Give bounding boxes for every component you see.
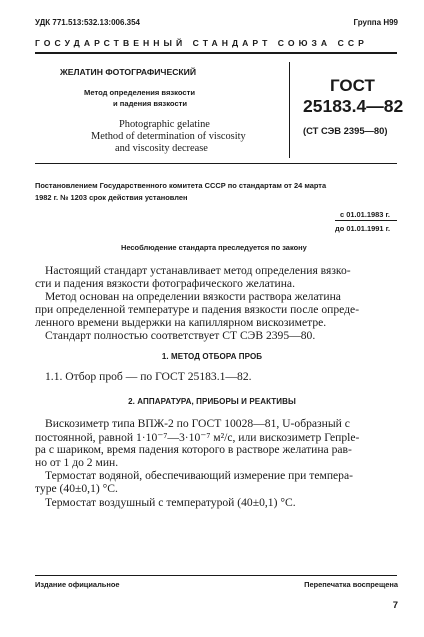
- section2-p3: Термостат воздушный с температурой (40±0,1) °С.: [45, 496, 296, 509]
- section2-p1-l1: Вискозиметр типа ВПЖ-2 по ГОСТ 10028—81, U-образный с: [45, 417, 350, 430]
- method-ru-line1: Метод определения вязкости: [84, 88, 196, 97]
- section2-p1-l3: ра с шариком, время падения которого в растворе желатина рав-: [35, 443, 352, 456]
- title-rule: [35, 163, 397, 164]
- gost-label: ГОСТ: [330, 76, 375, 95]
- udk-code: УДК 771.513:532.13:006.354: [35, 18, 141, 27]
- intro-p1-l1: Настоящий стандарт устанавливает метод определения вязко-: [45, 264, 351, 277]
- intro-p2-l2: при определенной температуре и падения вязкости после опреде-: [35, 303, 360, 316]
- group-code: Группа Н99: [353, 18, 398, 27]
- intro-p3: Стандарт полностью соответствует СТ СЭВ 2395—80.: [45, 329, 316, 342]
- standard-line: ГОСУДАРСТВЕННЫЙ СТАНДАРТ СОЮЗА ССР: [35, 38, 368, 48]
- law-warning: Несоблюдение стандарта преследуется по закону: [121, 243, 307, 252]
- section2-p1-l4: но от 1 до 2 мин.: [35, 456, 119, 469]
- header-rule: [35, 52, 397, 54]
- footer-rule: [35, 575, 397, 576]
- section2-p2-l2: туре (40±0,1) °С.: [35, 482, 118, 495]
- method-en-line2: and viscosity decrease: [115, 143, 208, 154]
- footer-official: Издание официальное: [35, 580, 120, 589]
- section2-heading: 2. АППАРАТУРА, ПРИБОРЫ И РЕАКТИВЫ: [128, 397, 296, 406]
- title-ru: ЖЕЛАТИН ФОТОГРАФИЧЕСКИЙ: [60, 67, 196, 77]
- gost-number: 25183.4—82: [303, 96, 404, 116]
- validity-to: до 01.01.1991 г.: [335, 224, 391, 233]
- page-number: 7: [392, 600, 398, 611]
- method-en-line1: Method of determination of viscosity: [91, 131, 246, 142]
- validity-from: с 01.01.1983 г.: [340, 210, 390, 219]
- validity-rule: [335, 220, 397, 221]
- section2-p2-l1: Термостат водяной, обеспечивающий измерение при темпера-: [45, 469, 353, 482]
- section2-p1-l2: постоянной, равной 1·10⁻⁷—3·10⁻⁷ м²/с, или вискозиметр Гепple-: [35, 431, 360, 444]
- section1-text: 1.1. Отбор проб — по ГОСТ 25183.1—82.: [45, 370, 252, 383]
- section1-heading: 1. МЕТОД ОТБОРА ПРОБ: [161, 352, 263, 361]
- title-divider: [289, 62, 290, 158]
- intro-p2-l3: ленного времени выдержки на капиллярном вискозиметре.: [35, 316, 327, 329]
- footer-reprint: Перепечатка воспрещена: [304, 580, 398, 589]
- decree-line2: 1982 г. № 1203 срок действия установлен: [35, 193, 188, 202]
- method-ru-line2: и падения вязкости: [113, 99, 188, 108]
- decree-line1: Постановлением Государственного комитета СССР по стандартам от 24 марта: [35, 181, 327, 190]
- cev-number: (СТ СЭВ 2395—80): [303, 125, 388, 136]
- intro-p1-l2: сти и падения вязкости фотографического желатина.: [35, 277, 295, 290]
- title-en: Photographic gelatine: [119, 119, 210, 130]
- intro-p2-l1: Метод основан на определении вязкости раствора желатина: [45, 290, 341, 303]
